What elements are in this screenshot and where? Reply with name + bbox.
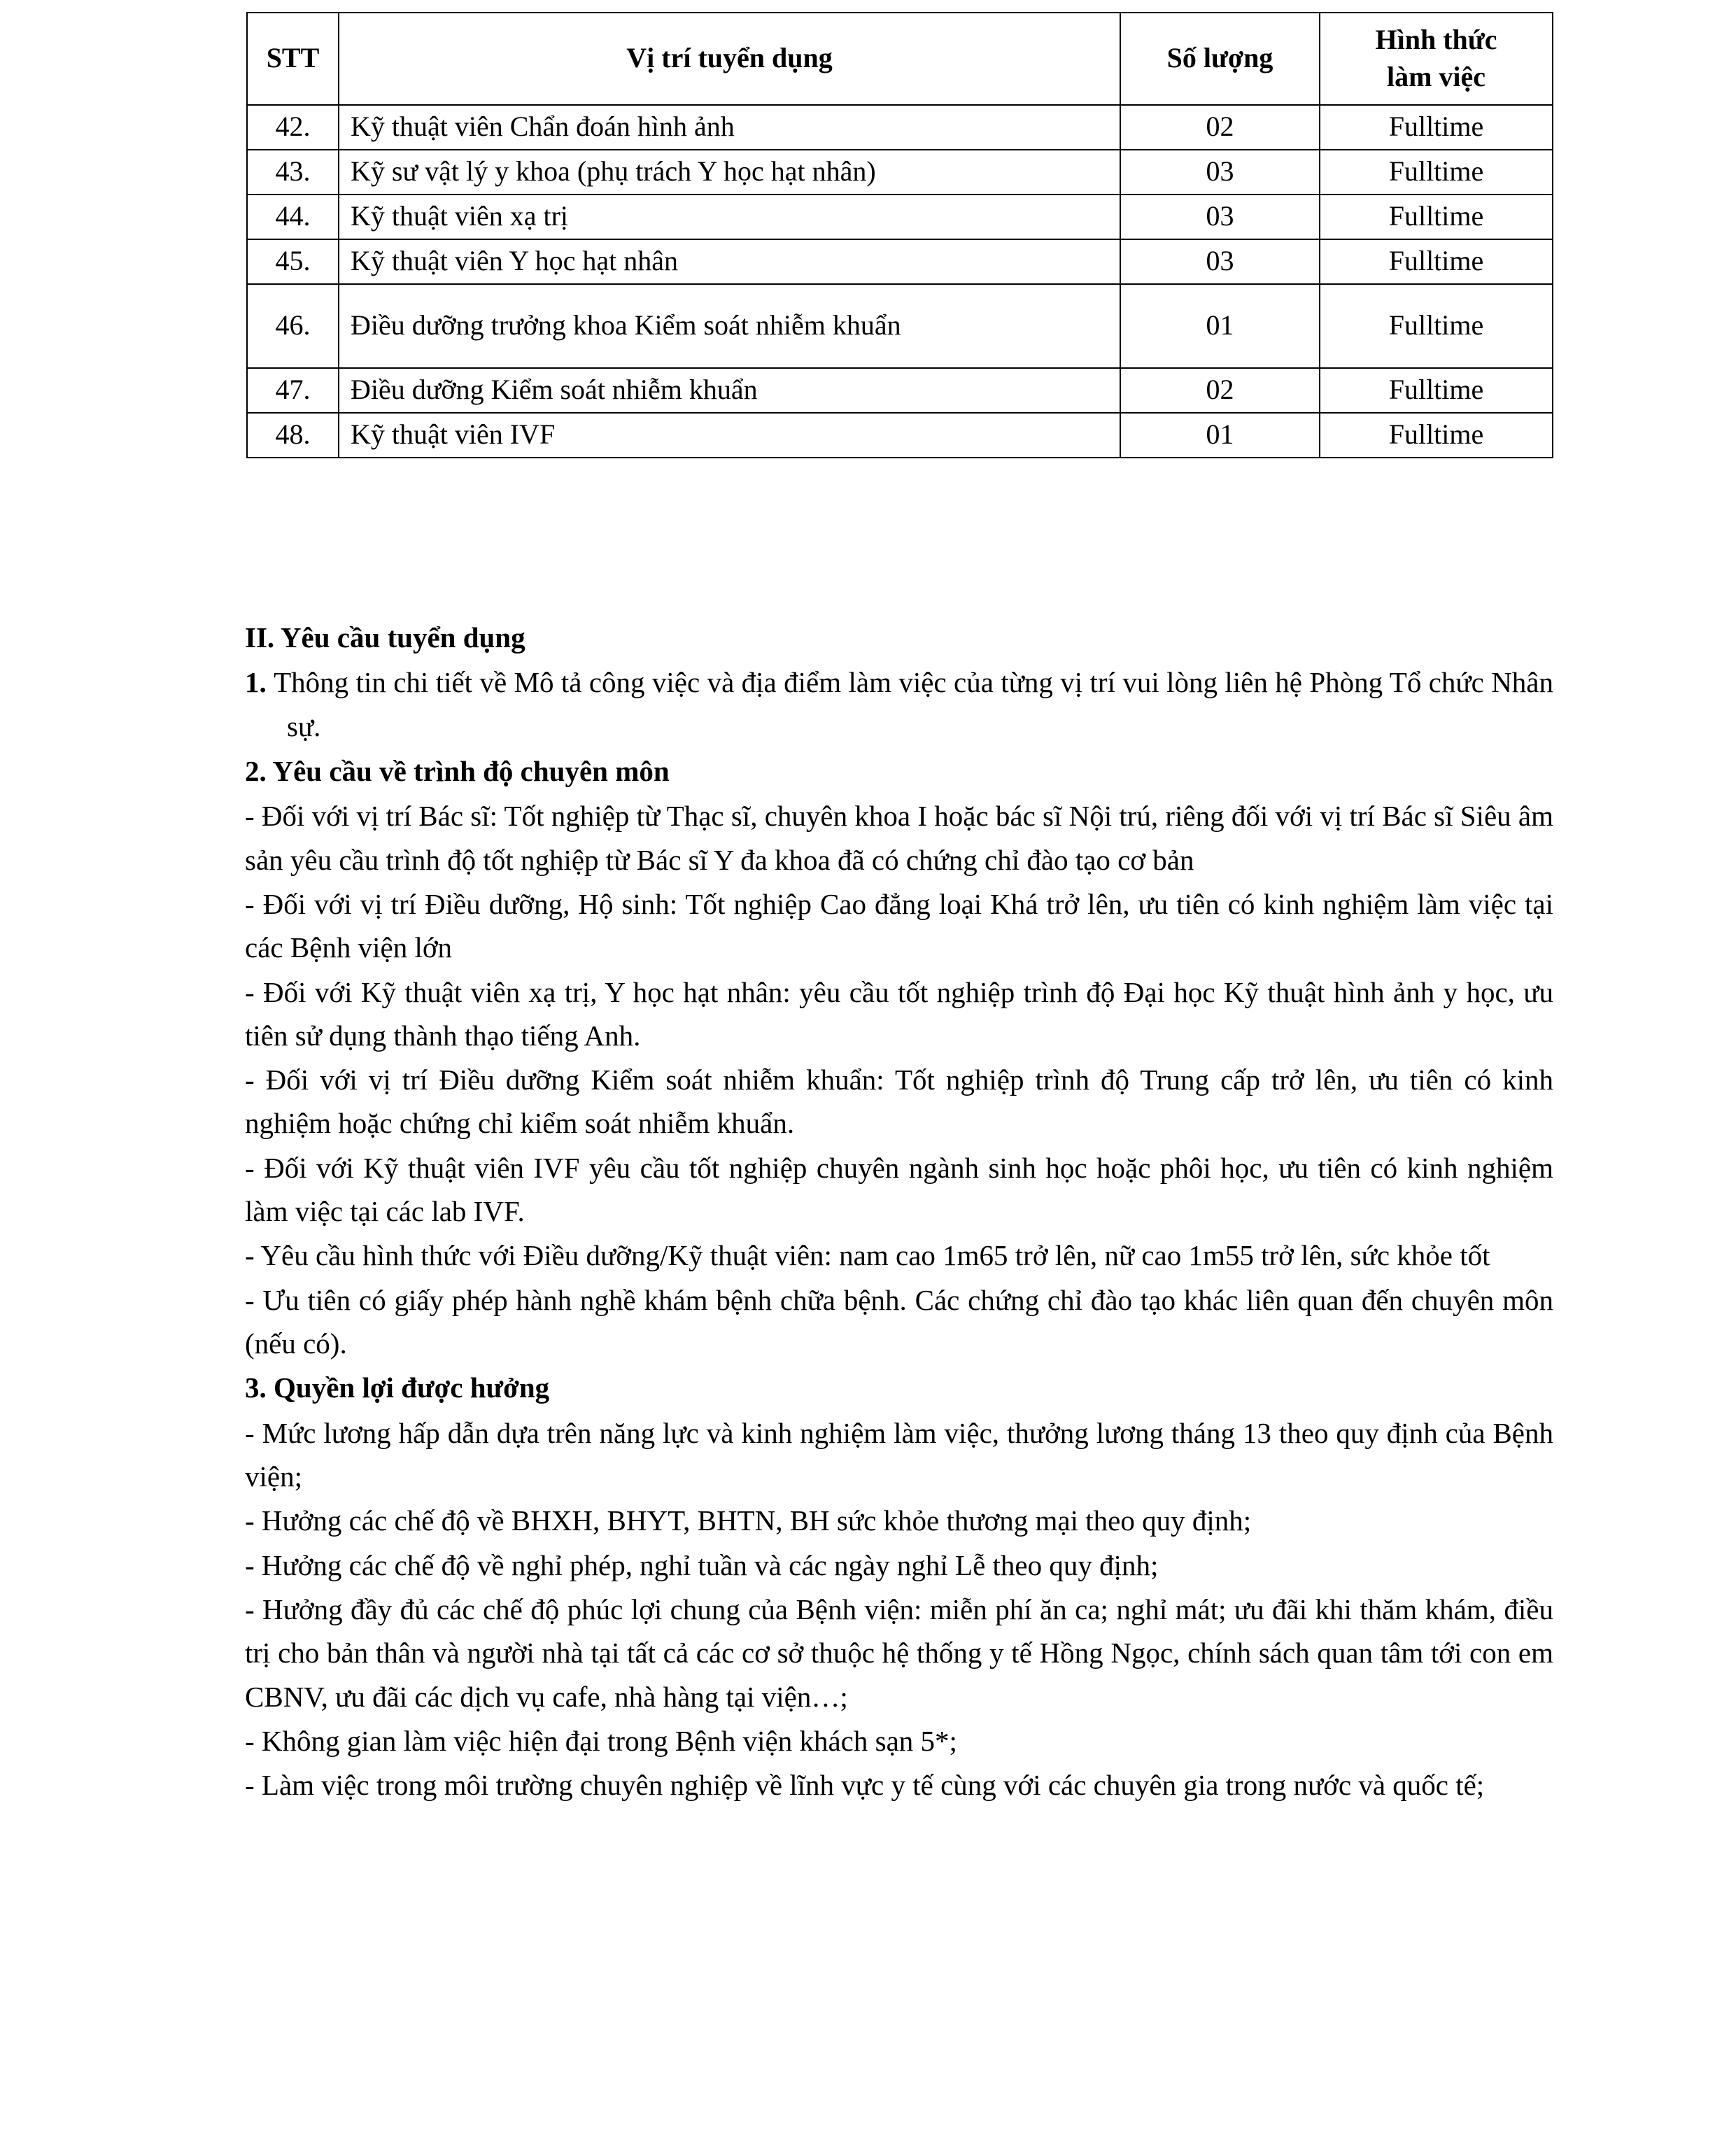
requirement-paragraph: - Đối với vị trí Bác sĩ: Tốt nghiệp từ Thạc sĩ, chuyên khoa I hoặc bác sĩ Nội trú, riêng đối với vị trí Bác sĩ Siêu âm sản yêu cầu trình độ tốt nghiệp từ Bác sĩ Y đa khoa đã có chứng chỉ đào tạo cơ bản [245,800,1554,876]
numbered-item-1 [245,661,1553,748]
cell-work-type: Fulltime [1320,195,1553,239]
requirement-paragraph: - Đối với vị trí Điều dưỡng, Hộ sinh: Tốt nghiệp Cao đẳng loại Khá trở lên, ưu tiên có kinh nghiệm làm việc tại các Bệnh viện lớn [245,887,1553,964]
requirement-paragraph: - Đối với vị trí Điều dưỡng Kiểm soát nhiễm khuẩn: Tốt nghiệp trình độ Trung cấp trở lên, ưu tiên có kinh nghiệm hoặc chứng chỉ kiểm soát nhiễm khuẩn. [245,1064,1553,1140]
cell-quantity: 03 [1120,150,1320,195]
column-header-quantity: Số lượng [1120,13,1320,105]
cell-quantity: 03 [1120,195,1320,239]
cell-position: Kỹ sư vật lý y khoa (phụ trách Y học hạt nhân) [339,150,1120,195]
cell-stt: 42. [247,105,339,150]
cell-stt: 44. [247,195,339,239]
cell-position: Điều dưỡng trưởng khoa Kiểm soát nhiễm khuẩn [339,284,1120,368]
section-heading-ii: II. Yêu cầu tuyển dụng [245,621,525,654]
recruitment-table [246,12,1553,458]
cell-stt: 45. [247,239,339,284]
table-row [247,413,1553,458]
benefit-paragraph: - Không gian làm việc hiện đại trong Bệnh viện khách sạn 5*; [245,1724,957,1757]
cell-work-type: Fulltime [1320,368,1553,413]
numbered-item-1-text: Thông tin chi tiết về Mô tả công việc và địa điểm làm việc của từng vị trí vui lòng liên hệ Phòng Tổ chức Nhân sự. [274,666,1554,742]
cell-work-type: Fulltime [1320,284,1553,368]
cell-quantity: 02 [1120,105,1320,150]
cell-quantity: 03 [1120,239,1320,284]
subsection-heading-2: 2. Yêu cầu về trình độ chuyên môn [245,754,670,787]
table-header-row [247,13,1553,105]
cell-position: Điều dưỡng Kiểm soát nhiễm khuẩn [339,368,1120,413]
cell-position: Kỹ thuật viên IVF [339,413,1120,458]
document-body [245,616,1553,1807]
cell-stt: 48. [247,413,339,458]
table-row [247,105,1553,150]
subsection-heading-3: 3. Quyền lợi được hưởng [245,1371,550,1404]
benefit-paragraph: - Mức lương hấp dẫn dựa trên năng lực và kinh nghiệm làm việc, thưởng lương tháng 13 theo quy định của Bệnh viện; [245,1416,1553,1492]
cell-stt: 47. [247,368,339,413]
requirement-paragraph: - Yêu cầu hình thức với Điều dưỡng/Kỹ thuật viên: nam cao 1m65 trở lên, nữ cao 1m55 trở lên, sức khỏe tốt [245,1239,1490,1272]
cell-work-type: Fulltime [1320,105,1553,150]
table-row [247,150,1553,195]
column-header-work-type-line2: làm việc [1386,60,1486,92]
column-header-work-type [1320,13,1553,105]
table-row [247,195,1553,239]
benefit-paragraph: - Hưởng các chế độ về nghỉ phép, nghỉ tuần và các ngày nghỉ Lễ theo quy định; [245,1548,1159,1581]
benefit-paragraph: - Hưởng đầy đủ các chế độ phúc lợi chung của Bệnh viện: miễn phí ăn ca; nghỉ mát; ưu đãi khi thăm khám, điều trị cho bản thân và người nhà tại tất cả các cơ sở thuộc hệ thống y tế Hồng Ngọc, chính sách quan tâm tới con em CBNV, ưu đãi các dịch vụ cafe, nhà hàng tại viện…; [245,1593,1553,1713]
recruitment-table-container [246,12,1552,458]
cell-work-type: Fulltime [1320,150,1553,195]
benefit-paragraph: - Làm việc trong môi trường chuyên nghiệp về lĩnh vực y tế cùng với các chuyên gia trong nước và quốc tế; [245,1769,1485,1802]
numbered-item-1-number: 1. [245,666,267,699]
cell-quantity: 02 [1120,368,1320,413]
requirement-paragraph: - Đối với Kỹ thuật viên xạ trị, Y học hạt nhân: yêu cầu tốt nghiệp trình độ Đại học Kỹ thuật hình ảnh y học, ưu tiên sử dụng thành thạo tiếng Anh. [245,975,1553,1052]
cell-quantity: 01 [1120,284,1320,368]
cell-stt: 43. [247,150,339,195]
column-header-stt: STT [247,13,339,105]
benefit-paragraph: - Hưởng các chế độ về BHXH, BHYT, BHTN, BH sức khỏe thương mại theo quy định; [245,1504,1252,1537]
column-header-position: Vị trí tuyển dụng [339,13,1120,105]
requirement-paragraph: - Ưu tiên có giấy phép hành nghề khám bệnh chữa bệnh. Các chứng chỉ đào tạo khác liên quan đến chuyên môn (nếu có). [245,1283,1553,1360]
cell-quantity: 01 [1120,413,1320,458]
cell-stt: 46. [247,284,339,368]
cell-work-type: Fulltime [1320,413,1553,458]
column-header-work-type-line1: Hình thức [1375,24,1497,55]
table-row [247,284,1553,368]
cell-position: Kỹ thuật viên Y học hạt nhân [339,239,1120,284]
requirement-paragraph: - Đối với Kỹ thuật viên IVF yêu cầu tốt nghiệp chuyên ngành sinh học hoặc phôi học, ưu tiên có kinh nghiệm làm việc tại các lab IVF. [245,1151,1553,1228]
cell-position: Kỹ thuật viên Chẩn đoán hình ảnh [339,105,1120,150]
table-row [247,368,1553,413]
cell-position: Kỹ thuật viên xạ trị [339,195,1120,239]
cell-work-type: Fulltime [1320,239,1553,284]
table-row [247,239,1553,284]
